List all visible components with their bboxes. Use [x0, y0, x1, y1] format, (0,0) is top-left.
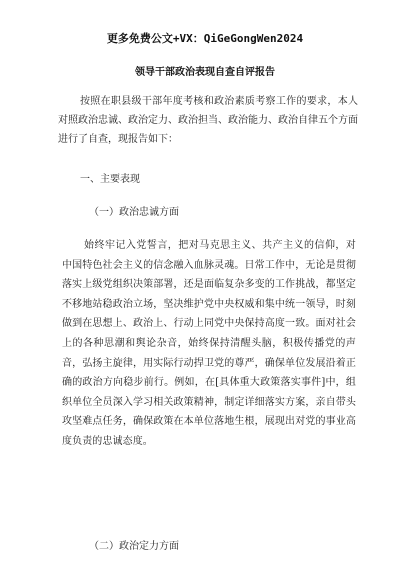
section-heading-main-performance: 一、主要表现 [80, 174, 140, 185]
page-title: 领导干部政治表现自查自评报告 [135, 67, 275, 78]
subsection-heading-political-steadiness: （二）政治定力方面 [89, 541, 179, 552]
promo-banner: 更多免费公文+VX：QiGeGongWen2024 [106, 32, 304, 45]
intro-paragraph: 按照在职县级干部年度考核和政治素质考察工作的要求，本人对照政治忠诚、政治定力、政治担当、政治能力、政治自律五个方面进行了自查，现报告如下： [58, 96, 358, 145]
subsection-heading-political-loyalty: （一）政治忠诚方面 [89, 207, 179, 218]
political-loyalty-paragraph: 始终牢记入党誓言，把对马克思主义、共产主义的信仰，对中国特色社会主义的信念融入血脉灵魂。日常工作中，无论是贯彻落实上级党组织决策部署，还是面临复杂多变的工作挑战，都坚定不移地站稳政治立场，坚决维护党中央权威和集中统一领导，时刻做到在思想上、政治上、行动上同党中央保持高度一致。面对社会上的各种思潮和舆论杂音，始终保持清醒头脑，积极传播党的声音，弘扬主旋律，用实际行动捍卫党的尊严，确保单位发展沿着正确的政治方向稳步前行。例如，在[具体重大政策落实事件]中，组织单位全员深入学习相关政策精神，制定详细落实方案，亲自带头攻坚难点任务，确保政策在本单位落地生根，展现出对党的事业高度负责的忠诚态度。 [62, 240, 356, 447]
